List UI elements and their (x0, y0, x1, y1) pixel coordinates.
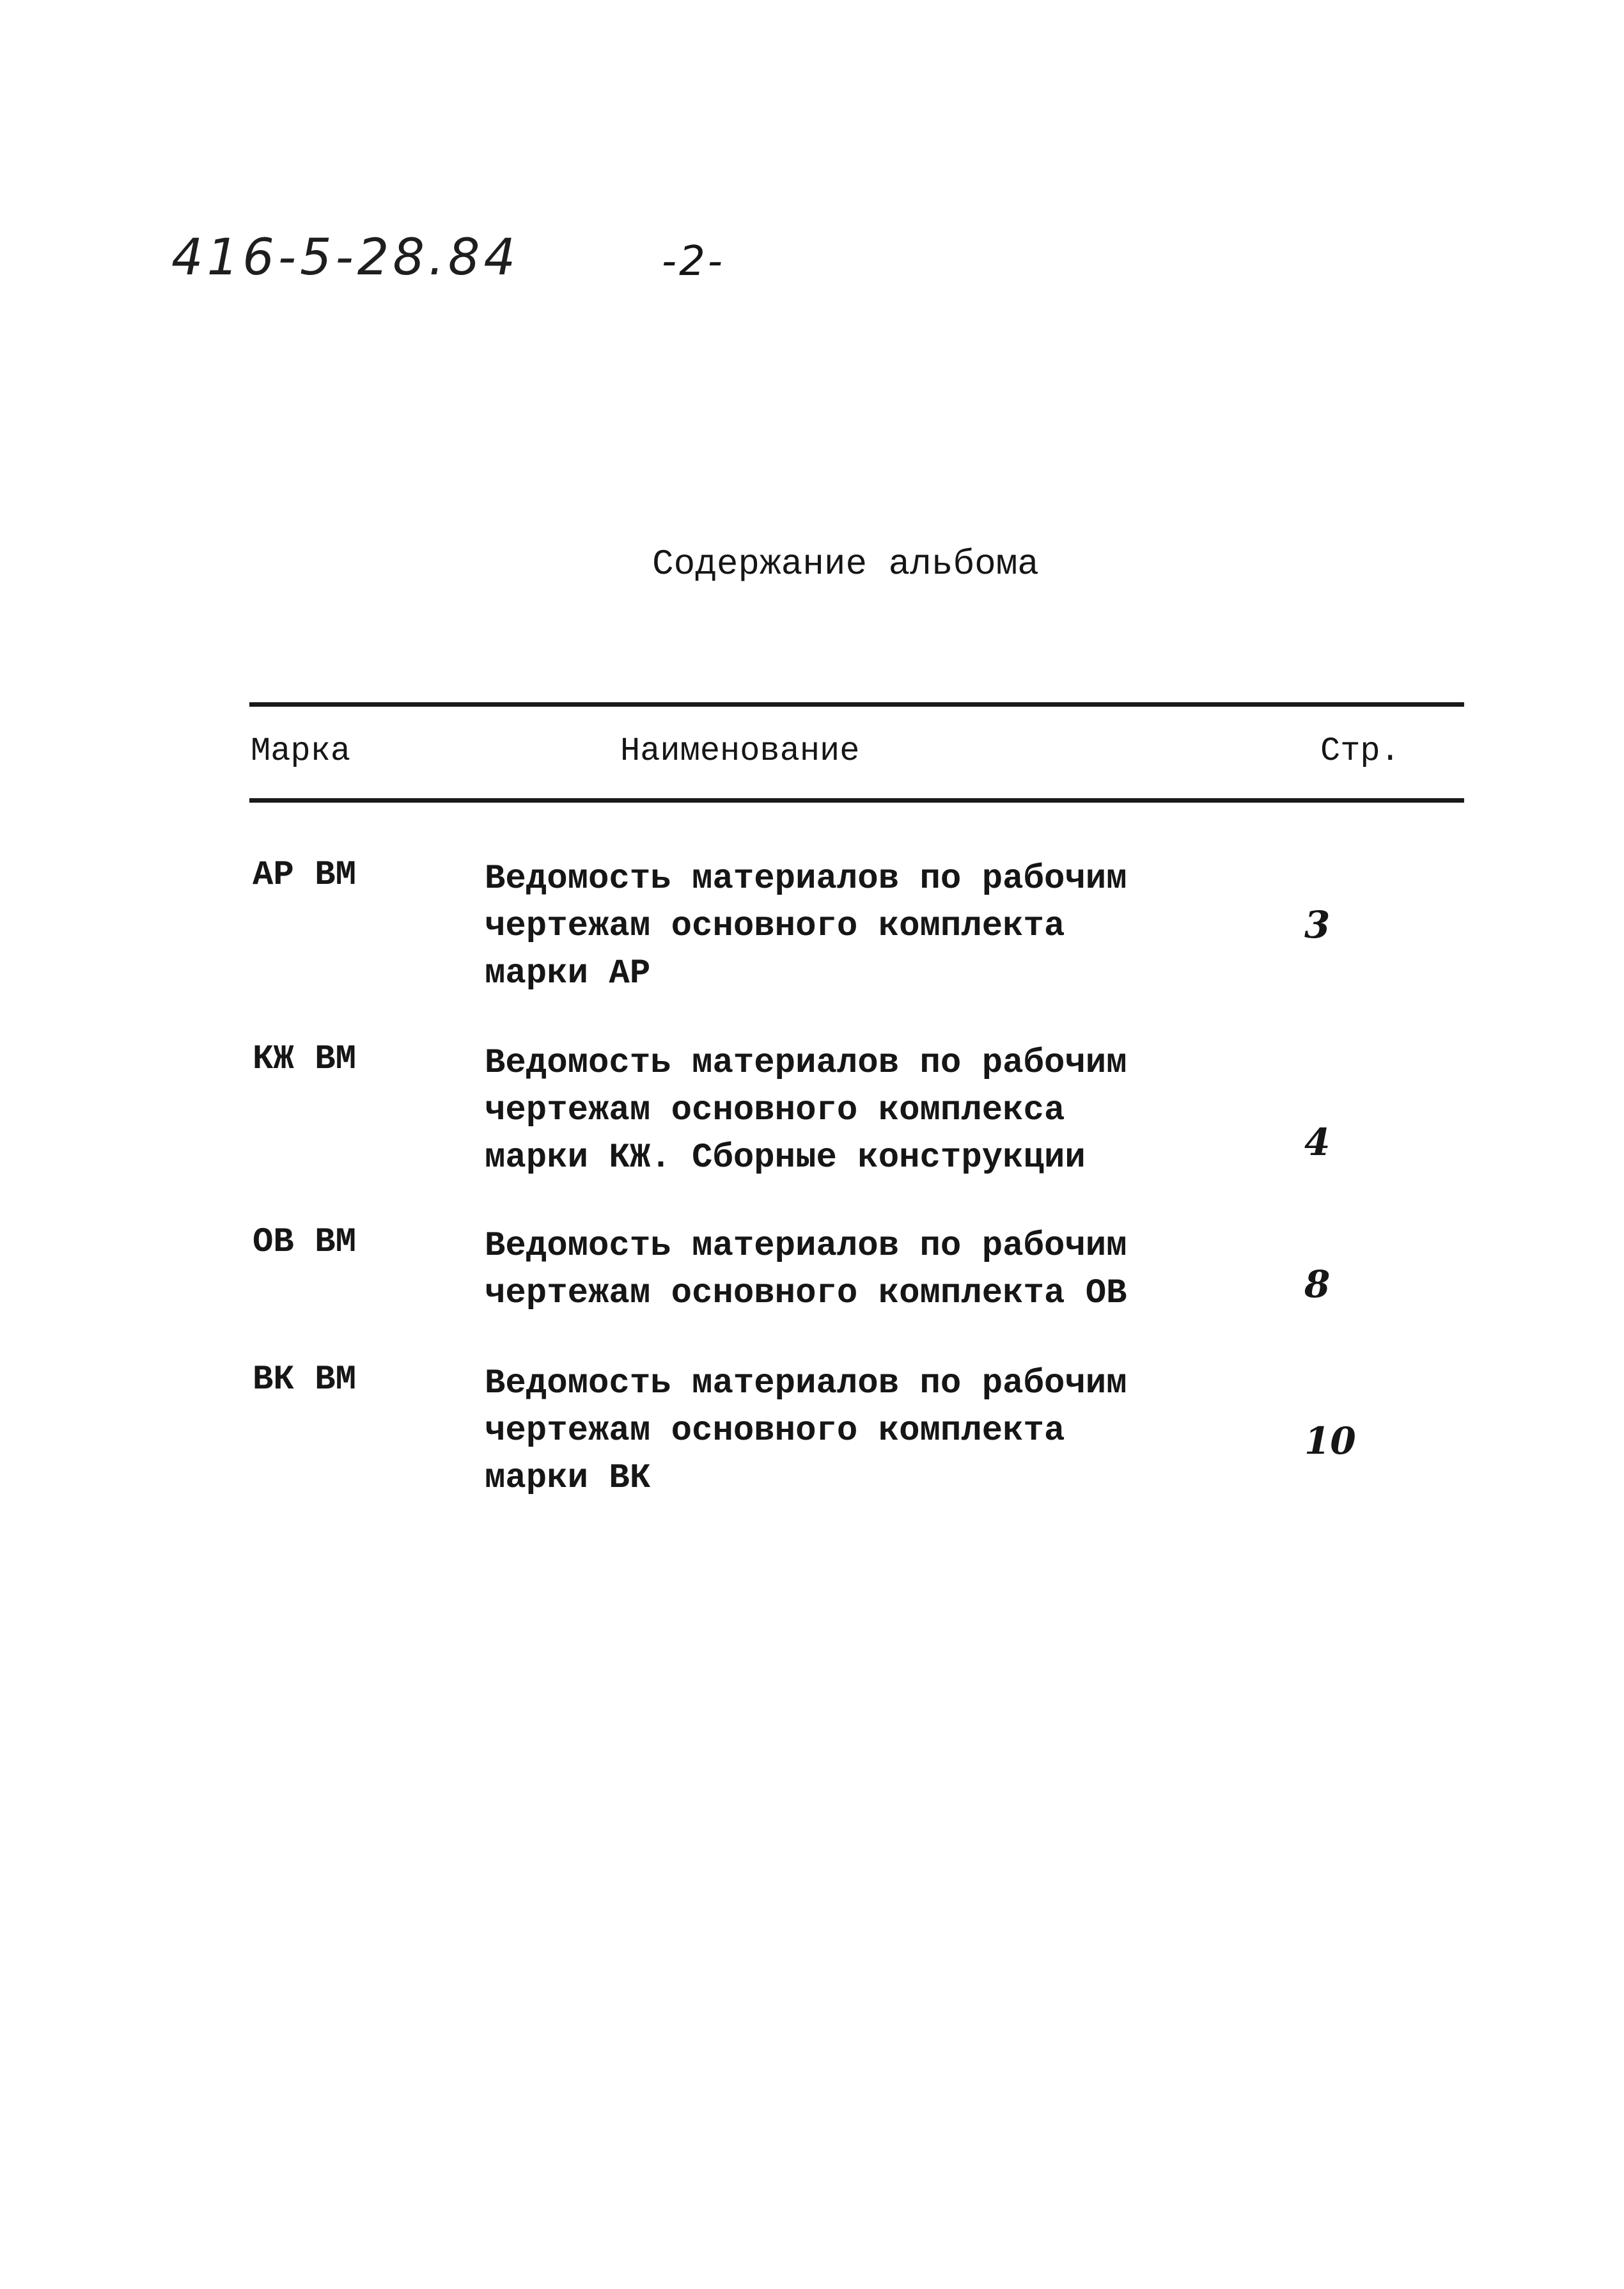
row-name-line: марки АР (485, 954, 651, 993)
page-number: -2- (662, 238, 725, 285)
document-code: 416-5-28.84 (171, 229, 520, 287)
row-name-line: марки ВК (485, 1459, 651, 1498)
column-header-mark: Марка (251, 732, 351, 770)
row-name (485, 1040, 1156, 1182)
row-name (485, 1360, 1156, 1502)
table-top-rule (249, 702, 1464, 707)
row-mark: КЖ ВМ (253, 1040, 357, 1079)
page-title: Содержание альбома (652, 544, 1039, 585)
row-name-line: чертежам основного комплекса (485, 1091, 1065, 1130)
row-name-line: чертежам основного комплекта (485, 907, 1065, 946)
row-mark: ОВ ВМ (253, 1223, 357, 1262)
row-page: 4 (1304, 1121, 1331, 1164)
row-name (485, 1223, 1156, 1318)
row-page: 8 (1304, 1262, 1331, 1306)
row-mark: АР ВМ (253, 856, 357, 895)
row-name-line: Ведомость материалов по рабочим (485, 1364, 1127, 1403)
row-mark: ВК ВМ (253, 1360, 357, 1399)
row-name-line: Ведомость материалов по рабочим (485, 1044, 1127, 1083)
row-name-line: Ведомость материалов по рабочим (485, 860, 1127, 899)
row-name (485, 856, 1156, 998)
row-page: 10 (1304, 1419, 1356, 1463)
table-header-rule (249, 798, 1464, 803)
row-name-line: чертежам основного комплекта ОВ (485, 1274, 1127, 1313)
column-header-name: Наименование (620, 732, 860, 770)
row-name-line: марки КЖ. Сборные конструкции (485, 1138, 1086, 1177)
column-header-page: Стр. (1320, 732, 1400, 770)
row-name-line: чертежам основного комплекта (485, 1412, 1065, 1451)
row-name-line: Ведомость материалов по рабочим (485, 1227, 1127, 1266)
row-page: 3 (1304, 903, 1331, 947)
